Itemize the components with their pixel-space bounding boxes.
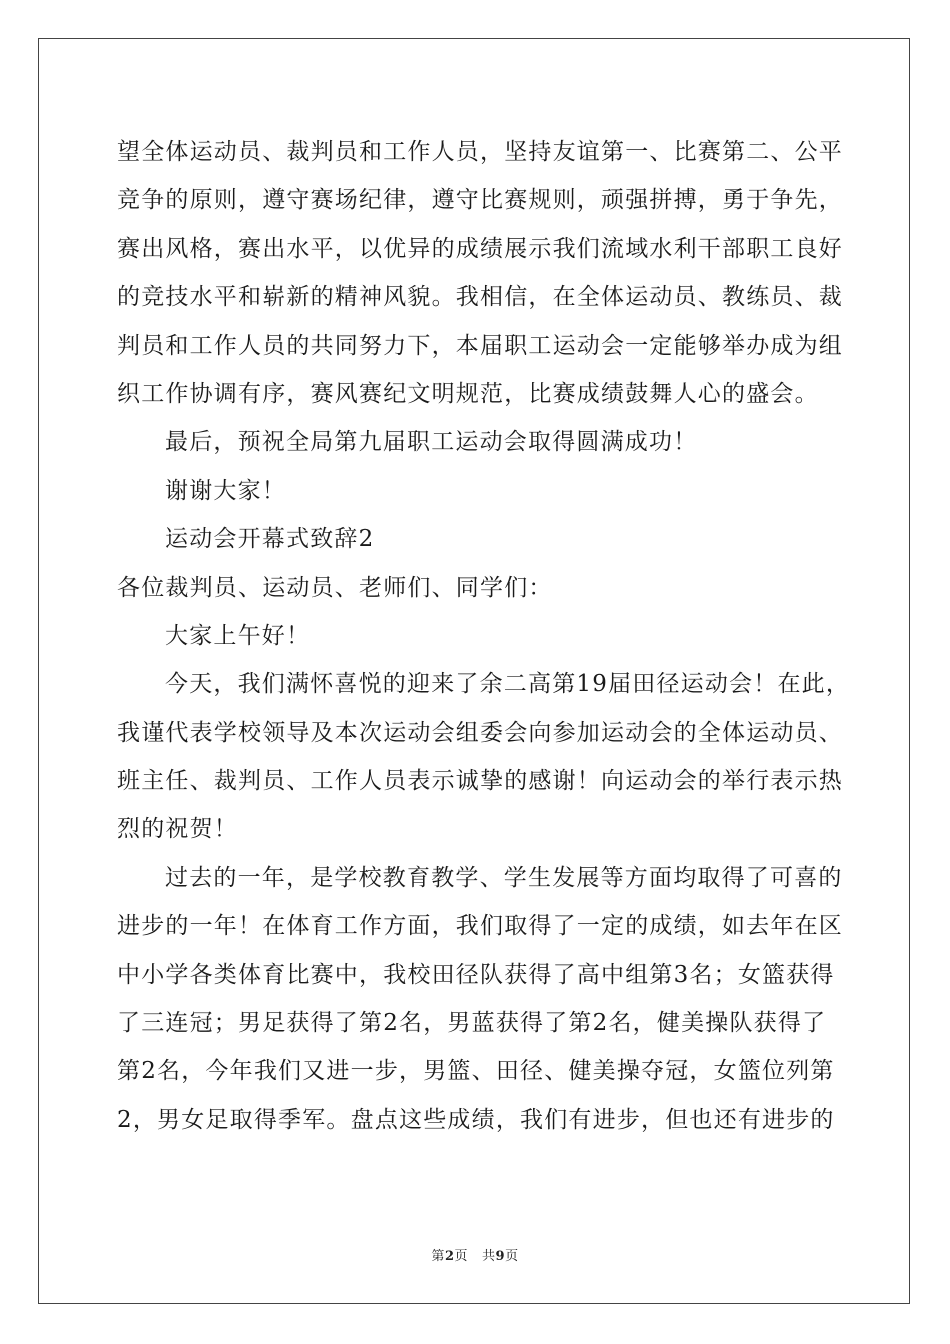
text-line: 烈的祝贺！ — [117, 816, 238, 843]
text-line: 2，男女足取得季军。盘点这些成绩，我们有进步，但也还有进步的 — [117, 1106, 835, 1133]
page-total: 9 — [495, 1249, 506, 1264]
text-line: 我谨代表学校领导及本次运动会组委会向参加运动会的全体运动员、 — [117, 719, 843, 746]
text-line: 班主任、裁判员、工作人员表示诚挚的感谢！向运动会的举行表示热 — [117, 768, 843, 795]
text-line: 竞争的原则，遵守赛场纪律，遵守比赛规则，顽强拼搏，勇于争先， — [117, 187, 843, 214]
text-line: 第2名，今年我们又进一步，男篮、田径、健美操夺冠，女篮位列第 — [117, 1058, 835, 1085]
greeting: 大家上午好！ — [165, 622, 311, 649]
salutation: 各位裁判员、运动员、老师们、同学们： — [117, 574, 553, 601]
total-suffix: 页 — [505, 1249, 519, 1264]
page-prefix: 第 — [431, 1249, 445, 1264]
document-body — [117, 128, 857, 1144]
page-current: 2 — [444, 1249, 455, 1264]
text-line: 判员和工作人员的共同努力下，本届职工运动会一定能够举办成为组 — [117, 332, 843, 359]
text-line: 过去的一年，是学校教育教学、学生发展等方面均取得了可喜的 — [165, 864, 843, 891]
text-line: 进步的一年！在体育工作方面，我们取得了一定的成绩，如去年在区 — [117, 913, 843, 940]
text-line: 中小学各类体育比赛中，我校田径队获得了高中组第3名；女篮获得 — [117, 961, 835, 988]
text-line: 望全体运动员、裁判员和工作人员，坚持友谊第一、比赛第二、公平 — [117, 139, 843, 165]
text-line: 织工作协调有序，赛风赛纪文明规范，比赛成绩鼓舞人心的盛会。 — [117, 380, 819, 407]
text-line: 的竞技水平和崭新的精神风貌。我相信，在全体运动员、教练员、裁 — [117, 284, 843, 311]
page-suffix: 页 — [454, 1249, 468, 1264]
text-line: 赛出风格，赛出水平，以优异的成绩展示我们流域水利干部职工良好 — [117, 235, 843, 262]
section-heading: 运动会开幕式致辞2 — [165, 526, 375, 553]
total-prefix: 共 — [482, 1249, 496, 1264]
text-line: 了三连冠；男足获得了第2名，男蓝获得了第2名，健美操队获得了 — [117, 1010, 827, 1037]
text-line: 最后，预祝全局第九届职工运动会取得圆满成功！ — [165, 429, 698, 456]
page-footer — [0, 1245, 950, 1264]
text-line: 谢谢大家！ — [165, 477, 286, 504]
text-line: 今天，我们满怀喜悦的迎来了余二高第19届田径运动会！在此， — [165, 671, 851, 698]
